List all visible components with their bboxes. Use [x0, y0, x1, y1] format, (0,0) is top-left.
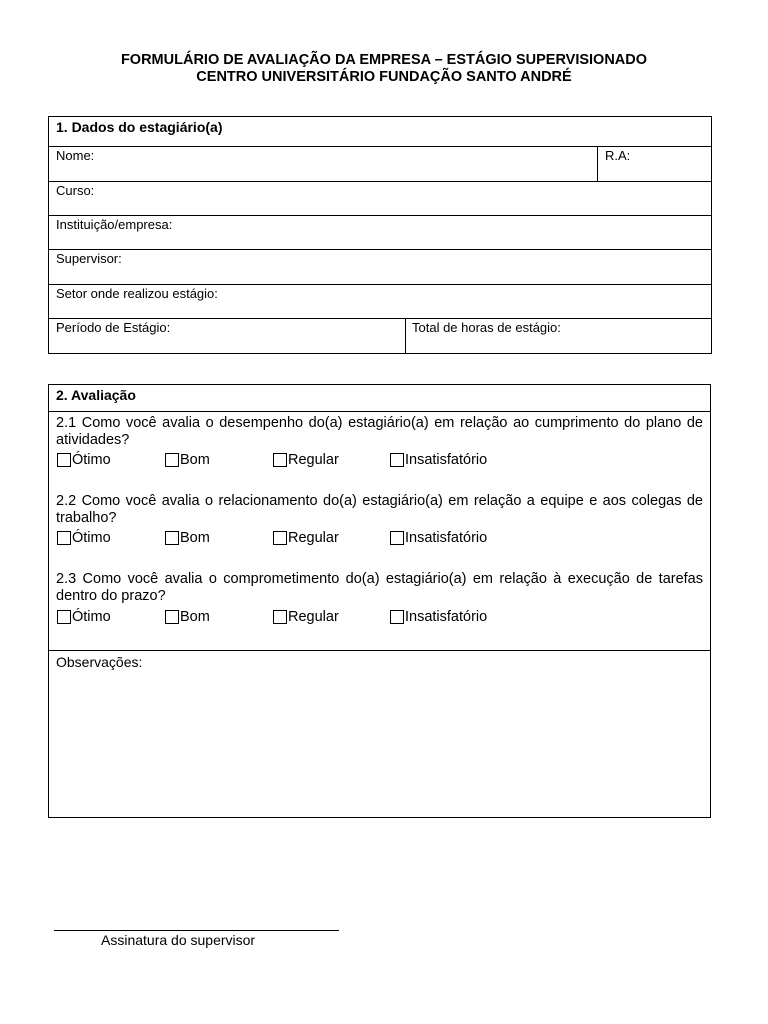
signature-label: Assinatura do supervisor — [101, 932, 256, 948]
section-1-heading: 1. Dados do estagiário(a) — [49, 117, 711, 147]
option-label: Insatisfatório — [405, 609, 488, 625]
signature-line — [54, 930, 339, 931]
option-label: Ótimo — [72, 452, 111, 468]
divider — [405, 319, 406, 353]
periodo-label: Período de Estágio: — [56, 320, 171, 335]
observacoes-area[interactable] — [49, 651, 710, 817]
checkbox[interactable] — [273, 453, 287, 467]
nome-label: Nome: — [56, 148, 95, 163]
checkbox[interactable] — [390, 610, 404, 624]
checkbox[interactable] — [165, 531, 179, 545]
supervisor-label: Supervisor: — [56, 251, 122, 266]
option-label: Regular — [288, 530, 339, 546]
option-label: Insatisfatório — [405, 530, 488, 546]
instituicao-label: Instituição/empresa: — [56, 217, 173, 232]
setor-label: Setor onde realizou estágio: — [56, 286, 218, 301]
question-2-3: 2.3 Como você avalia o comprometimento do(a) estagiário(a) em relação à execução de tarefas dentro do prazo? — [56, 571, 703, 604]
form-title: FORMULÁRIO DE AVALIAÇÃO DA EMPRESA – ESTÁGIO SUPERVISIONADO — [120, 52, 648, 68]
institution-title: CENTRO UNIVERSITÁRIO FUNDAÇÃO SANTO ANDRÉ — [196, 69, 572, 85]
section-2-heading: 2. Avaliação — [49, 385, 710, 412]
option-label: Bom — [180, 609, 210, 625]
option-label: Bom — [180, 530, 210, 546]
checkbox[interactable] — [57, 531, 71, 545]
row-periodo — [49, 319, 711, 353]
checkbox[interactable] — [165, 610, 179, 624]
question-2-1: 2.1 Como você avalia o desempenho do(a) estagiário(a) em relação ao cumprimento do plano de atividades? — [56, 415, 703, 448]
option-label: Regular — [288, 609, 339, 625]
section-evaluation — [48, 384, 711, 818]
checkbox[interactable] — [57, 453, 71, 467]
ra-label: R.A: — [605, 148, 631, 163]
curso-label: Curso: — [56, 183, 95, 198]
checkbox[interactable] — [57, 610, 71, 624]
checkbox[interactable] — [390, 531, 404, 545]
total-horas-label: Total de horas de estágio: — [412, 320, 561, 335]
option-label: Bom — [180, 452, 210, 468]
divider — [597, 147, 598, 182]
row-nome — [49, 147, 711, 182]
option-label: Ótimo — [72, 530, 111, 546]
row-curso — [49, 182, 711, 216]
option-label: Ótimo — [72, 609, 111, 625]
row-instituicao — [49, 216, 711, 250]
checkbox[interactable] — [273, 531, 287, 545]
option-label: Regular — [288, 452, 339, 468]
checkbox[interactable] — [390, 453, 404, 467]
checkbox[interactable] — [165, 453, 179, 467]
checkbox[interactable] — [273, 610, 287, 624]
section-student-data — [48, 116, 712, 354]
question-2-2: 2.2 Como você avalia o relacionamento do(a) estagiário(a) em relação a equipe e aos colegas de trabalho? — [56, 493, 703, 526]
observacoes-label: Observações: — [56, 654, 143, 670]
option-label: Insatisfatório — [405, 452, 488, 468]
questions-area — [49, 412, 710, 651]
row-supervisor — [49, 250, 711, 285]
row-setor — [49, 285, 711, 319]
